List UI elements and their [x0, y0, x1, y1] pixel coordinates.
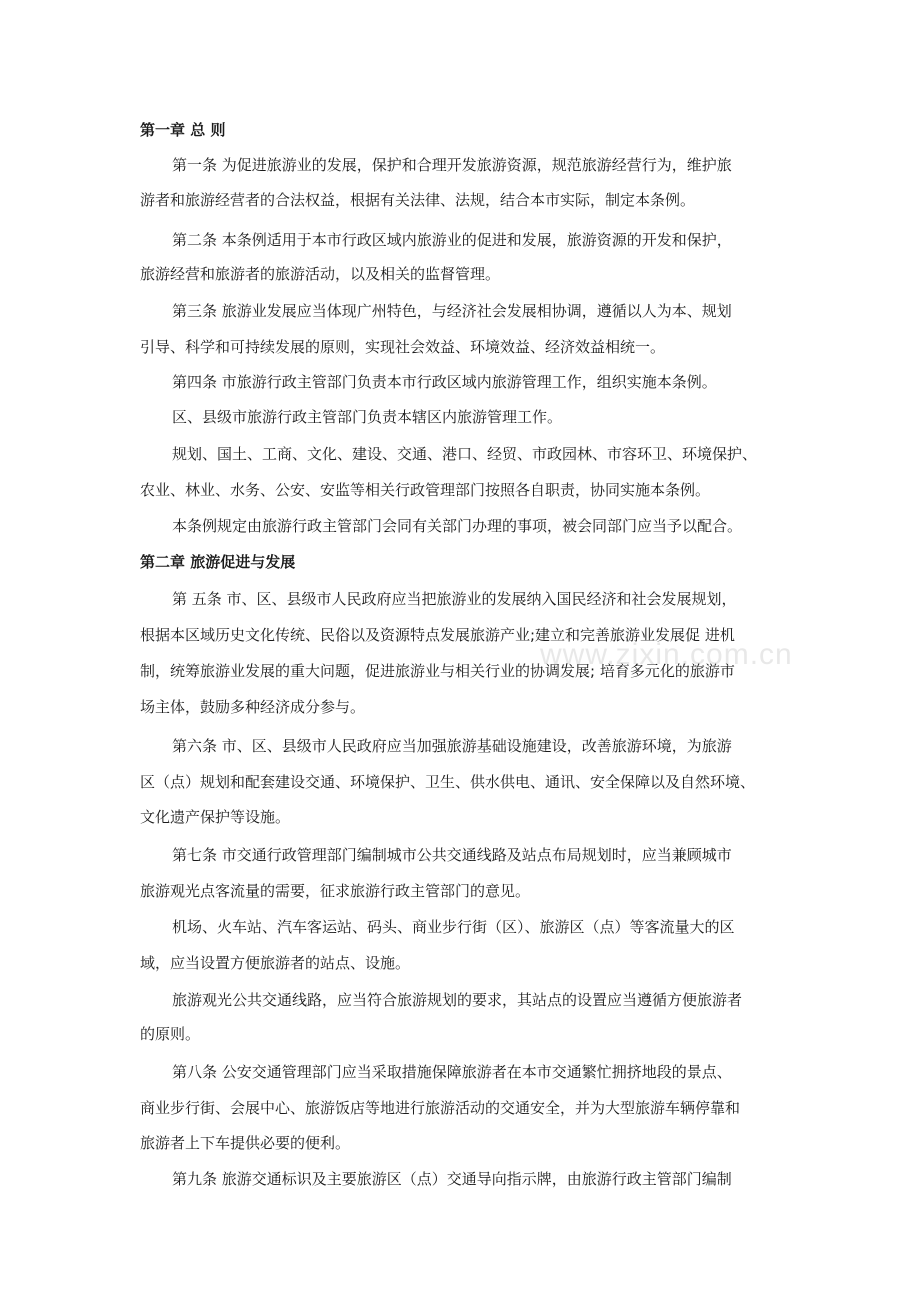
article-1-line-2: 游者和旅游经营者的合法权益，根据有关法律、法规，结合本市实际，制定本条例。	[140, 191, 696, 209]
chapter-2-heading: 第二章 旅游促进与发展	[140, 553, 296, 571]
article-6-line-1: 第六条 市、区、县级市人民政府应当加强旅游基础设施建设，改善旅游环境，为旅游	[172, 737, 732, 755]
article-6-line-3: 文化遗产保护等设施。	[140, 808, 291, 826]
article-5-line-4: 场主体，鼓励多种经济成分参与。	[140, 698, 366, 716]
article-8-line-1: 第八条 公安交通管理部门应当采取措施保障旅游者在本市交通繁忙拥挤地段的景点、	[172, 1063, 732, 1081]
article-7-line-4: 域，应当设置方便旅游者的站点、设施。	[140, 954, 411, 972]
article-9-line-1: 第九条 旅游交通标识及主要旅游区（点）交通导向指示牌，由旅游行政主管部门编制	[172, 1170, 732, 1188]
article-4-line-4: 农业、林业、水务、公安、安监等相关行政管理部门按照各自职责，协同实施本条例。	[140, 481, 711, 499]
article-3-line-1: 第三条 旅游业发展应当体现广州特色，与经济社会发展相协调，遵循以人为本、规划	[172, 302, 732, 320]
article-2-line-1: 第二条 本条例适用于本市行政区域内旅游业的促进和发展，旅游资源的开发和保护，	[172, 231, 732, 249]
article-7-line-3: 机场、火车站、汽车客运站、码头、商业步行街（区）、旅游区（点）等客流量大的区	[172, 918, 735, 936]
article-4-line-3: 规划、国土、工商、文化、建设、交通、港口、经贸、市政园林、市容环卫、环境保护、	[172, 445, 758, 463]
article-5-line-3: 制，统筹旅游业发展的重大问题，促进旅游业与相关行业的协调发展; 培育多元化的旅游市	[140, 662, 735, 680]
article-2-line-2: 旅游经营和旅游者的旅游活动，以及相关的监督管理。	[140, 265, 501, 283]
article-7-line-1: 第七条 市交通行政管理部门编制城市公共交通线路及站点布局规划时，应当兼顾城市	[172, 846, 732, 864]
article-8-line-3: 旅游者上下车提供必要的便利。	[140, 1134, 351, 1152]
article-6-line-2: 区（点）规划和配套建设交通、环境保护、卫生、供水供电、通讯、安全保障以及自然环境、	[140, 773, 756, 791]
article-3-line-2: 引导、科学和可持续发展的原则，实现社会效益、环境效益、经济效益相统一。	[140, 338, 666, 356]
article-1-line-1: 第一条 为促进旅游业的发展，保护和合理开发旅游资源，规范旅游经营行为，维护旅	[172, 156, 732, 174]
article-4-line-1: 第四条 市旅游行政主管部门负责本市行政区域内旅游管理工作，组织实施本条例。	[172, 373, 717, 391]
article-4-line-5: 本条例规定由旅游行政主管部门会同有关部门办理的事项，被会同部门应当予以配合。	[172, 517, 743, 535]
article-7-line-6: 的原则。	[140, 1025, 201, 1043]
article-7-line-2: 旅游观光点客流量的需要，征求旅游行政主管部门的意见。	[140, 882, 531, 900]
article-5-line-1: 第 五条 市、区、县级市人民政府应当把旅游业的发展纳入国民经济和社会发展规划，	[172, 590, 737, 608]
article-4-line-2: 区、县级市旅游行政主管部门负责本辖区内旅游管理工作。	[172, 408, 563, 426]
article-7-line-5: 旅游观光公共交通线路，应当符合旅游规划的要求，其站点的设置应当遵循方便旅游者	[172, 991, 743, 1009]
article-8-line-2: 商业步行街、会展中心、旅游饭店等地进行旅游活动的交通安全，并为大型旅游车辆停靠和	[140, 1099, 741, 1117]
article-5-line-2: 根据本区域历史文化传统、民俗以及资源特点发展旅游产业;建立和完善旅游业发展促 进机	[140, 626, 735, 644]
chapter-1-heading: 第一章 总 则	[140, 121, 226, 139]
watermark: www.zixin.com.cn	[540, 638, 793, 671]
